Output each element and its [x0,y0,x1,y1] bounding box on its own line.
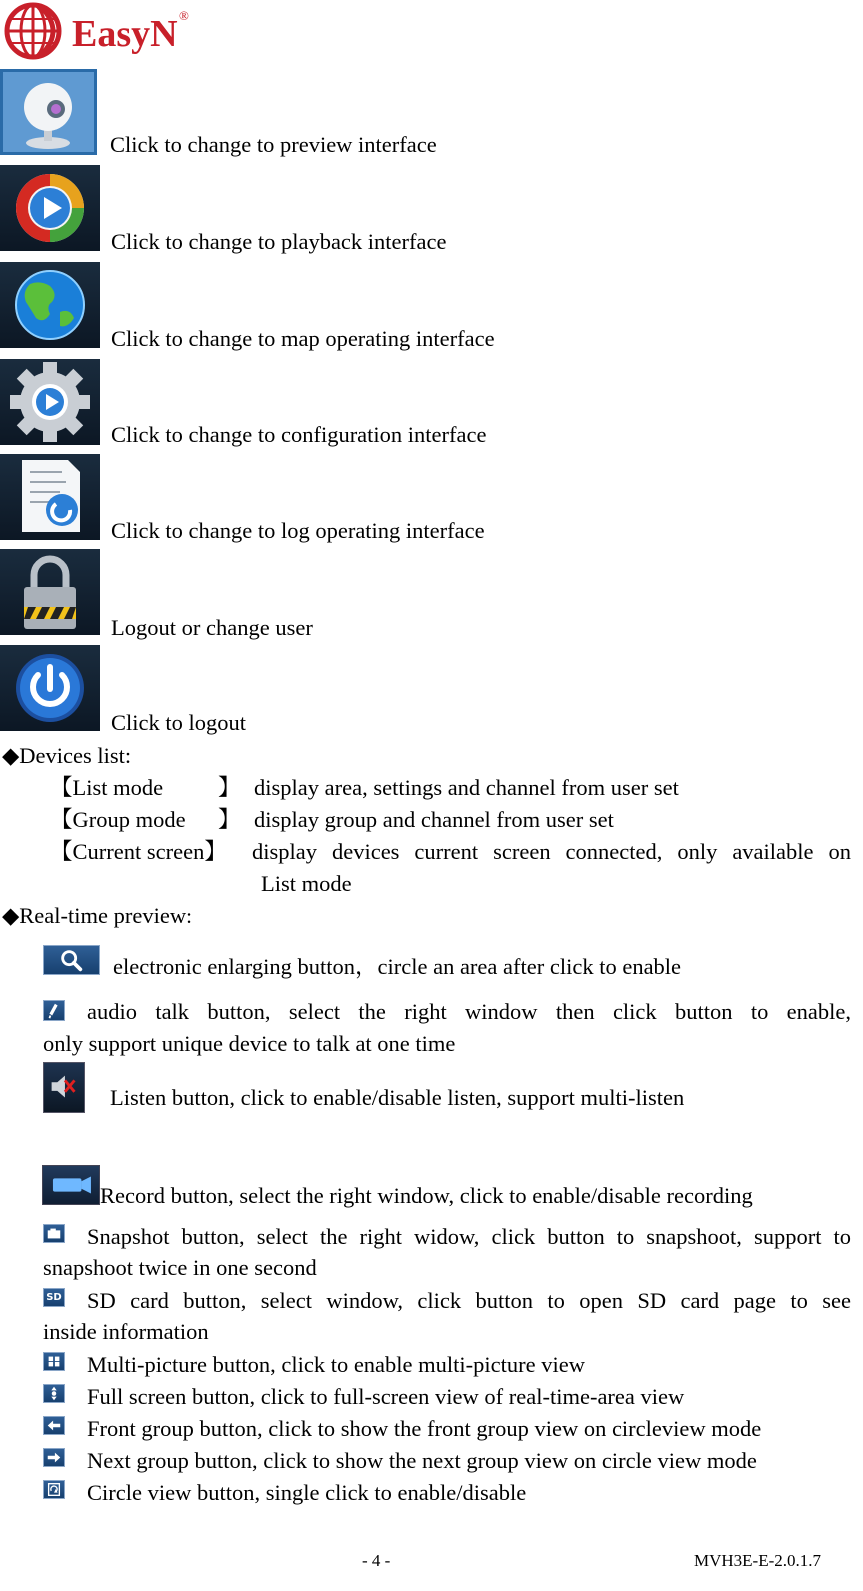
item-text: Multi-picture button, click to enable multi-picture view [87,1352,585,1377]
playback-icon[interactable] [0,165,100,251]
interface-text: Click to logout [111,710,246,735]
item-text-continued: inside information [43,1319,209,1344]
mode-bracket: 】 [218,775,241,800]
snapshot-icon[interactable] [43,1224,65,1243]
devices-list-heading: ◆Devices list: [2,743,132,768]
sd-card-icon[interactable] [43,1288,65,1307]
item-text: Full screen button, click to full-screen view of real-time-area view [87,1384,685,1409]
globe-logo-icon [2,0,68,62]
mode-description: display devices current screen connected, only available on [252,839,851,864]
gear-icon[interactable] [0,359,100,445]
webcam-icon[interactable] [0,69,97,155]
interface-text: Click to change to configuration interface [111,422,487,447]
item-text: Record button, select the right window, click to enable/disable recording [100,1183,753,1208]
item-text: Snapshot button, select the right widow, click button to snapshoot, support to [87,1224,851,1249]
lock-icon[interactable] [0,549,100,635]
interface-text: Click to change to playback interface [111,229,447,254]
item-text: Next group button, click to show the next group view on circle view mode [87,1448,757,1473]
mode-label: 【Current screen】 [50,839,227,864]
item-text: electronic enlarging button，circle an area after click to enable [113,954,682,979]
interface-text: Click to change to log operating interface [111,518,485,543]
realtime-preview-heading: ◆Real-time preview: [2,903,192,928]
item-text: Circle view button, single click to enable/disable [87,1480,527,1505]
item-text-continued: only support unique device to talk at one time [43,1031,456,1056]
sd-card-icon-label: SD [46,1291,62,1303]
video-camera-icon[interactable] [42,1165,100,1205]
brand-name: EasyN [72,13,178,55]
item-text: SD card button, select window, click button to open SD card page to see [87,1288,851,1313]
item-text: Front group button, click to show the front group view on circleview mode [87,1416,762,1441]
interface-text: Click to change to preview interface [110,132,437,157]
document-version: MVH3E-E-2.0.1.7 [694,1551,822,1570]
page-number: - 4 - [362,1551,391,1570]
globe-icon[interactable] [0,262,100,348]
mode-description: display group and channel from user set [254,807,614,832]
mode-description: display area, settings and channel from user set [254,775,679,800]
arrow-right-icon[interactable] [43,1448,65,1467]
multi-picture-icon[interactable] [43,1352,65,1371]
magnifier-icon[interactable] [43,945,100,975]
interface-text: Logout or change user [111,615,313,640]
registered-mark: ® [179,8,189,23]
arrow-left-icon[interactable] [43,1416,65,1435]
circle-view-icon[interactable] [43,1480,65,1499]
mode-label: 【Group mode [50,807,186,832]
mode-bracket: 】 [218,807,241,832]
microphone-icon[interactable] [43,1000,65,1021]
mode-description-continued: List mode [261,871,352,896]
power-icon[interactable] [0,645,100,731]
log-document-icon[interactable] [0,454,100,540]
item-text: audio talk button, select the right window then click button to enable, [87,999,851,1024]
full-screen-icon[interactable] [43,1384,65,1403]
mode-label: 【List mode [50,775,164,800]
item-text-continued: snapshoot twice in one second [43,1255,317,1280]
interface-text: Click to change to map operating interface [111,326,495,351]
item-text: Listen button, click to enable/disable listen, support multi-listen [110,1085,685,1110]
speaker-mute-icon[interactable] [43,1062,85,1113]
